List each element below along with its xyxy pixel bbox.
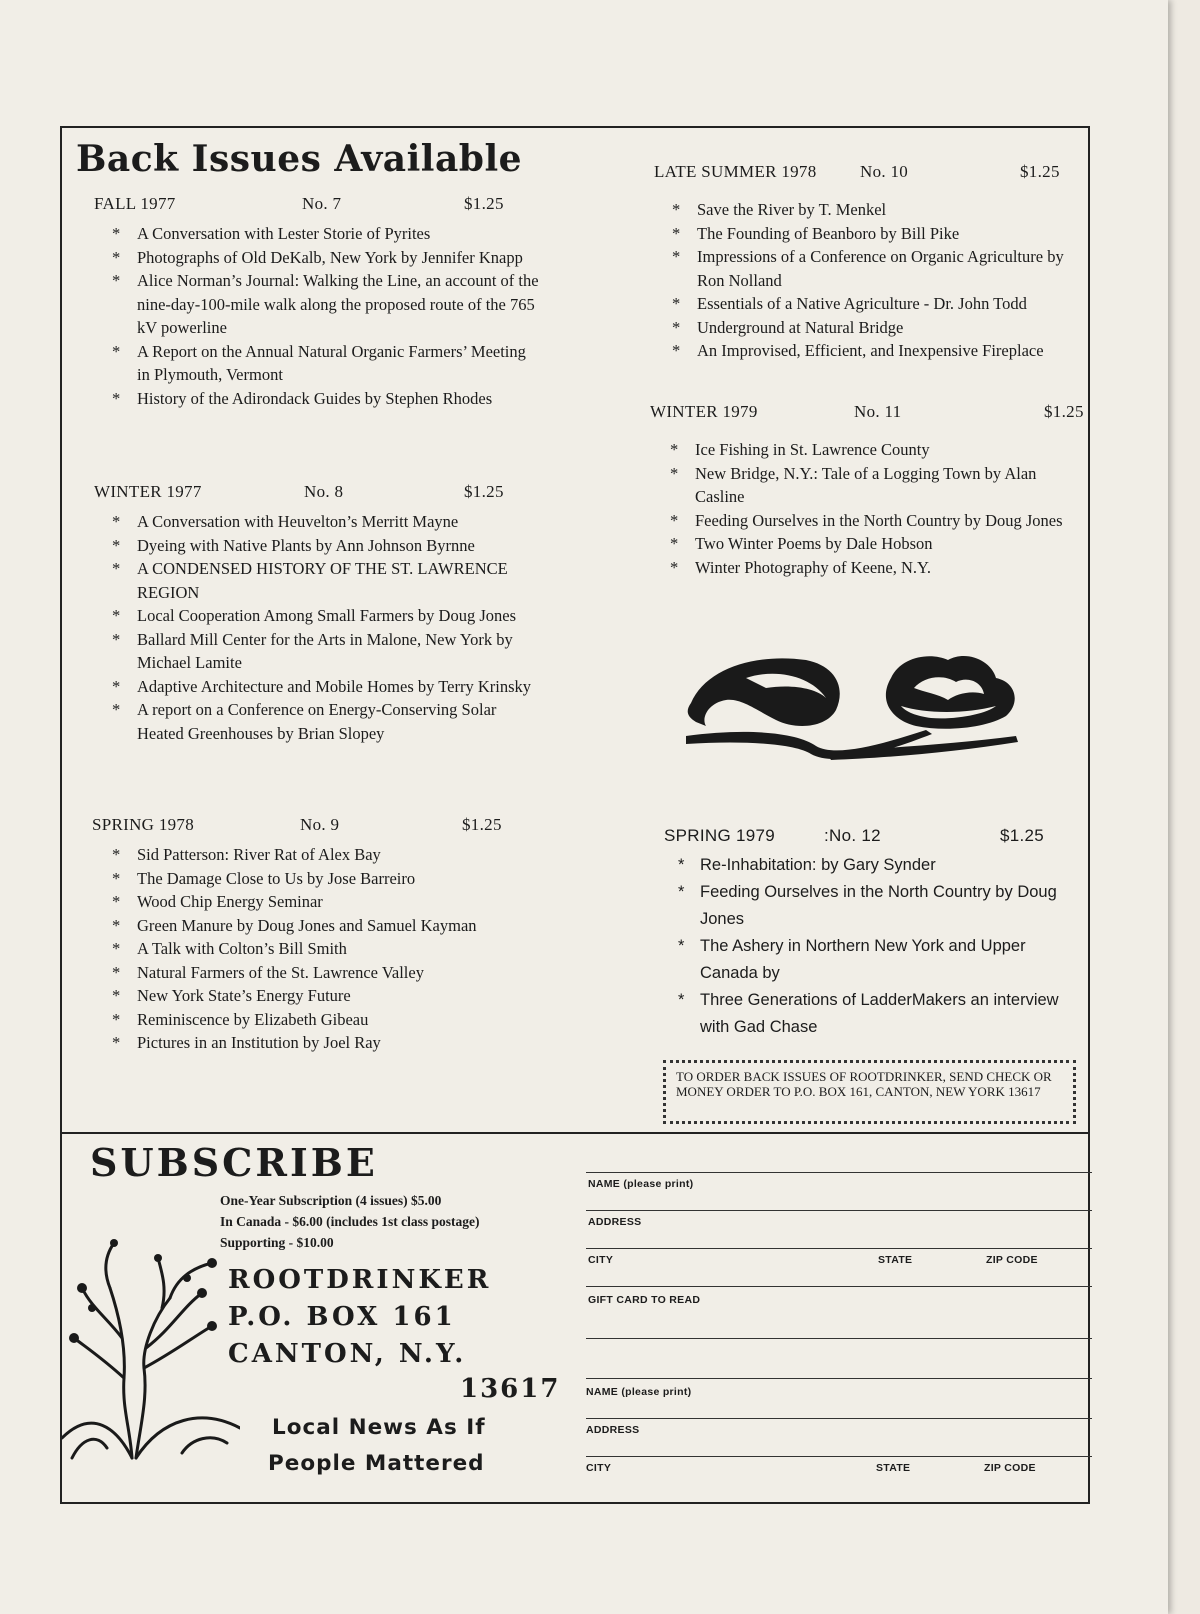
bullet-asterisk: * [112,559,121,578]
article-item [92,269,542,340]
article-title: The Founding of Beanboro by Bill Pike [697,223,960,243]
mailing-address [228,1262,491,1373]
form-line [586,1248,1092,1249]
article-item [652,339,1092,363]
issue-spring-1978 [92,815,542,1055]
bullet-asterisk: * [670,534,679,553]
issue-season: FALL 1977 [94,194,176,213]
issue-header [92,815,542,837]
article-title: A Report on the Annual Natural Organic Farmers’ Meeting in Plymouth, Vermont [137,341,526,384]
bullet-asterisk: * [672,247,681,266]
issue-season: WINTER 1979 [650,402,758,421]
article-title: A CONDENSED HISTORY OF THE ST. LAWRENCE REGION [137,559,508,602]
issue-header [664,826,1084,848]
article-title: The Damage Close to Us by Jose Barreiro [137,868,416,888]
article-title: Pictures in an Institution by Joel Ray [137,1033,381,1052]
zip-label: ZIP CODE [986,1254,1038,1266]
article-item [92,890,542,914]
bullet-asterisk: * [112,986,121,1005]
article-title: Two Winter Poems by Dale Hobson [695,534,933,553]
article-item [92,222,542,246]
bullet-asterisk: * [670,463,679,483]
issue-fall-1977 [92,194,542,410]
article-title: Green Manure by Doug Jones and Samuel Kayman [137,915,477,935]
article-title: New York State’s Energy Future [137,986,351,1005]
article-title: Impressions of a Conference on Organic Agriculture by Ron Nolland [697,247,1064,290]
form-line [586,1338,1092,1339]
state-label: STATE [876,1462,911,1474]
issue-price: $1.25 [464,194,504,213]
article-title: The Ashery in Northern New York and Upper Canada by [700,937,1026,982]
form-line [586,1286,1092,1287]
article-item [92,675,542,699]
issue-header [92,482,542,504]
article-item [92,387,542,411]
article-item [652,245,1092,292]
issue-spring-1979 [664,826,1084,1041]
article-title: New Bridge, N.Y.: Tale of a Logging Town by Alan Casline [695,463,1037,506]
article-title: Adaptive Architecture and Mobile Homes by Terry Krinsky [137,676,531,696]
issue-header [650,402,1090,424]
bullet-asterisk: * [112,700,121,719]
bullet-asterisk: * [112,535,121,555]
article-title: A report on a Conference on Energy-Conserving Solar Heated Greenhouses by Brian Slopey [137,700,497,743]
issue-price: $1.25 [462,815,502,834]
section-divider [60,1132,1090,1134]
article-title: Alice Norman’s Journal: Walking the Line, an account of the nine-day-100-mile walk along the proposed route of the 765 kV powerline [137,271,539,337]
bullet-asterisk: * [112,629,121,649]
bullet-asterisk: * [678,991,685,1009]
price-supporting: Supporting - $10.00 [220,1235,334,1250]
article-item [650,556,1090,580]
article-list [664,852,1084,1041]
bullet-asterisk: * [112,892,121,911]
bullet-asterisk: * [112,606,121,625]
article-title: Underground at Natural Bridge [697,317,904,337]
article-list [92,510,542,745]
subscription-prices [220,1190,480,1253]
issue-number: No. 8 [304,482,344,501]
tree-illustration [62,1238,240,1466]
issue-number: No. 9 [300,815,340,834]
issue-price: $1.25 [1044,402,1084,421]
bullet-asterisk: * [670,440,679,459]
leaf-shape [688,658,840,726]
article-title: Natural Farmers of the St. Lawrence Valley [137,962,424,982]
city-label: CITY [586,1462,612,1474]
gift-card-label: GIFT CARD TO READ [588,1294,701,1306]
bullet-asterisk: * [672,341,681,360]
bullet-asterisk: * [112,388,121,408]
bullet-asterisk: * [112,845,121,864]
article-title: Save the River by T. Menkel [697,200,887,219]
article-title: Reminiscence by Elizabeth Gibeau [137,1009,369,1029]
bullet-asterisk: * [112,512,121,531]
issue-season: WINTER 1977 [94,482,202,501]
bullet-asterisk: * [672,200,681,219]
address-label: ADDRESS [588,1216,642,1228]
article-item [650,532,1090,556]
zip-label: ZIP CODE [984,1462,1036,1474]
article-item [92,843,542,867]
article-item [652,198,1092,222]
order-instructions: TO ORDER BACK ISSUES OF ROOTDRINKER, SEND CHECK OR MONEY ORDER TO P.O. BOX 161, CANTON, NEW YORK 13617 [663,1060,1076,1124]
issue-winter-1979 [650,402,1090,579]
form-line [586,1418,1092,1419]
article-title: Ballard Mill Center for the Arts in Malone, New York by Michael Lamite [137,629,513,672]
city-state: CANTON, N.Y. [228,1339,467,1369]
bullet-asterisk: * [678,856,685,874]
article-item [92,628,542,675]
article-title: Photographs of Old DeKalb, New York by Jennifer Knapp [137,247,523,267]
article-item [92,1031,542,1055]
page-title: Back Issues Available [76,138,523,180]
article-item [92,937,542,961]
issue-number: :No. 12 [824,826,881,845]
article-title: Winter Photography of Keene, N.Y. [695,557,931,577]
article-item [92,510,542,534]
bullet-asterisk: * [678,883,685,901]
bullet-asterisk: * [672,294,681,313]
article-item [664,933,1084,987]
article-item [650,509,1090,533]
article-item [652,292,1092,316]
issue-price: $1.25 [464,482,504,501]
bullet-asterisk: * [672,317,681,337]
issue-price: $1.25 [1020,162,1060,181]
price-one-year: One-Year Subscription (4 issues) $5.00 [220,1193,442,1208]
issue-season: SPRING 1979 [664,826,776,845]
po-box: P.O. BOX 161 [228,1302,456,1332]
name-label: NAME (please print) [586,1386,692,1398]
form-line [586,1378,1092,1379]
bullet-asterisk: * [112,224,121,243]
price-canada: In Canada - $6.00 (includes 1st class postage) [220,1214,480,1229]
article-title: An Improvised, Efficient, and Inexpensive Fireplace [697,341,1044,360]
article-title: Re-Inhabitation: by Gary Synder [700,856,936,874]
issue-header [92,194,542,216]
subscribe-heading: SUBSCRIBE [90,1140,378,1185]
article-item [92,984,542,1008]
article-title: A Talk with Colton’s Bill Smith [137,939,347,958]
bullet-asterisk: * [112,1033,121,1052]
article-item [92,557,542,604]
name-label: NAME (please print) [588,1178,694,1190]
tagline [268,1410,486,1482]
article-item [664,987,1084,1041]
issue-number: No. 7 [302,194,342,213]
article-item [650,462,1090,509]
form-line [586,1456,1092,1457]
article-list [92,222,542,410]
article-title: Three Generations of LadderMakers an interview with Gad Chase [700,991,1059,1036]
form-line [586,1210,1092,1211]
article-title: Essentials of a Native Agriculture - Dr. John Todd [697,294,1027,313]
article-title: Dyeing with Native Plants by Ann Johnson Byrnne [137,535,475,555]
article-title: Ice Fishing in St. Lawrence County [695,440,930,459]
article-title: History of the Adirondack Guides by Stephen Rhodes [137,388,493,408]
bullet-asterisk: * [112,915,121,935]
article-title: A Conversation with Lester Storie of Pyrites [137,224,431,243]
issue-late-summer-1978 [652,162,1092,363]
article-title: Feeding Ourselves in the North Country by Doug Jones [700,883,1057,928]
article-item [664,852,1084,879]
article-item [92,698,542,745]
address-label: ADDRESS [586,1424,640,1436]
issue-season: SPRING 1978 [92,815,195,834]
article-item [652,316,1092,340]
article-item [92,534,542,558]
article-title: Feeding Ourselves in the North Country by Doug Jones [695,510,1063,530]
zip-code: 13617 [460,1374,561,1404]
article-title: Local Cooperation Among Small Farmers by Doug Jones [137,606,516,625]
issue-price: $1.25 [1000,826,1045,845]
issue-season: LATE SUMMER 1978 [654,162,817,181]
tagline-line-2: People Mattered [268,1451,485,1476]
bullet-asterisk: * [112,271,121,290]
article-title: Sid Patterson: River Rat of Alex Bay [137,845,381,864]
bullet-asterisk: * [670,557,679,577]
bullet-asterisk: * [112,868,121,888]
bullet-asterisk: * [112,962,121,982]
article-list [650,438,1090,579]
bullet-asterisk: * [112,1009,121,1029]
article-item [650,438,1090,462]
article-item [92,961,542,985]
article-item [92,1008,542,1032]
article-item [664,879,1084,933]
article-item [92,604,542,628]
tagline-line-1: Local News As If [272,1415,486,1440]
bullet-asterisk: * [670,510,679,530]
bullet-asterisk: * [112,939,121,958]
bullet-asterisk: * [112,676,121,696]
issue-number: No. 11 [854,402,902,421]
publication-name: ROOTDRINKER [228,1265,492,1295]
article-item [92,340,542,387]
bullet-asterisk: * [678,937,685,955]
state-label: STATE [878,1254,913,1266]
article-item [92,246,542,270]
article-item [92,914,542,938]
city-label: CITY [588,1254,614,1266]
article-item [652,222,1092,246]
issue-header [652,162,1092,184]
form-line [586,1172,1092,1173]
bullet-asterisk: * [112,247,121,267]
bullet-asterisk: * [112,341,121,361]
flower-illustration [686,648,1048,768]
article-title: Wood Chip Energy Seminar [137,892,323,911]
bullet-asterisk: * [672,223,681,243]
article-title: A Conversation with Heuvelton’s Merritt Mayne [137,512,459,531]
issue-number: No. 10 [860,162,909,181]
article-list [652,198,1092,363]
article-item [92,867,542,891]
article-list [92,843,542,1055]
issue-winter-1977 [92,482,542,745]
